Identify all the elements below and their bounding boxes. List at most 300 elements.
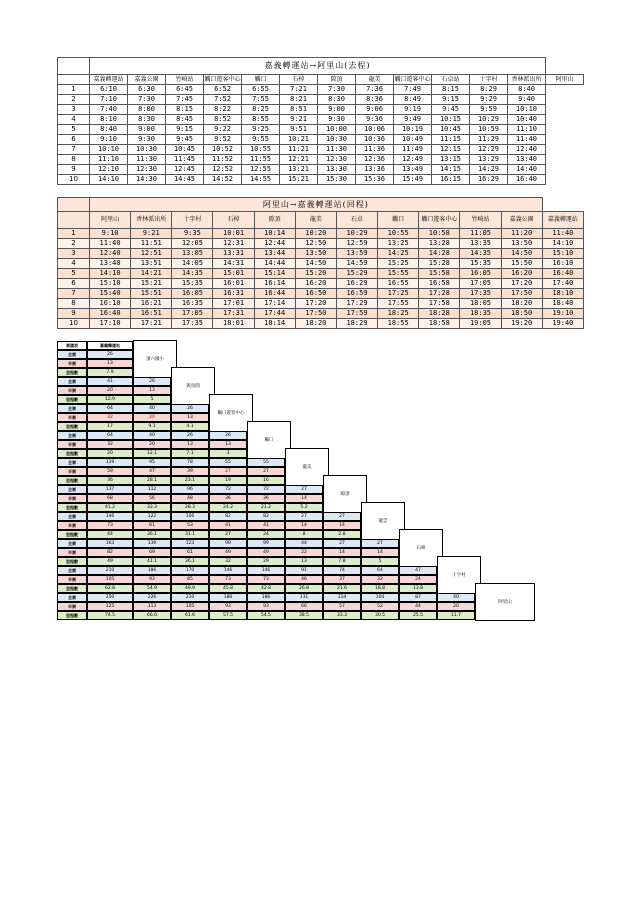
- fare-value: 20: [133, 413, 171, 422]
- fare-value: 78: [171, 458, 209, 467]
- departure-time: 10:00: [318, 125, 356, 135]
- fare-value: 20: [133, 440, 171, 449]
- fare-value: 61.6: [171, 611, 209, 620]
- fare-header-label: 票價表: [57, 341, 87, 350]
- departure-time: 15:49: [394, 175, 432, 185]
- trip-number: 10: [58, 319, 90, 329]
- timetable-row: [58, 309, 584, 319]
- fare-value: 250: [87, 593, 133, 602]
- departure-time: 10:19: [394, 125, 432, 135]
- departure-time: 16:29: [336, 279, 377, 289]
- timetable-row: [58, 95, 584, 105]
- departure-time: 16:10: [542, 259, 583, 269]
- departure-time: 17:01: [213, 299, 254, 309]
- departure-time: 16:20: [295, 279, 336, 289]
- departure-time: 17:14: [254, 299, 295, 309]
- departure-time: 15:36: [356, 175, 394, 185]
- stop-header: 隙頂: [318, 75, 356, 85]
- trip-number: 6: [58, 135, 90, 145]
- fare-value: 27: [323, 539, 361, 548]
- fare-value: 24.2: [209, 503, 247, 512]
- fare-value: 13: [133, 386, 171, 395]
- fare-value: 186: [209, 593, 247, 602]
- fare-value: 26.8: [285, 584, 323, 593]
- departure-time: 16:14: [254, 279, 295, 289]
- departure-time: 18:25: [378, 309, 419, 319]
- timetable-row: [58, 229, 584, 239]
- departure-time: 8:51: [280, 105, 318, 115]
- departure-time: 9:15: [432, 95, 470, 105]
- fare-value: 64: [361, 566, 399, 575]
- fare-value: 14: [361, 548, 399, 557]
- fare-value: 47: [399, 566, 437, 575]
- departure-time: 14:05: [172, 259, 213, 269]
- departure-time: 10:55: [242, 145, 280, 155]
- fare-value: 33.3: [323, 611, 361, 620]
- trip-number: 7: [58, 145, 90, 155]
- timetable-row: [58, 145, 584, 155]
- fare-value: 45.8: [209, 584, 247, 593]
- departure-time: 10:30: [318, 135, 356, 145]
- fare-value: 39: [171, 467, 209, 476]
- departure-time: 16:40: [508, 175, 546, 185]
- departure-time: 10:30: [128, 145, 166, 155]
- departure-time: 12:59: [336, 239, 377, 249]
- fare-value: 85: [171, 575, 209, 584]
- fare-type-label: 里程數: [57, 395, 87, 404]
- stop-header: 嘉義轉運站: [90, 75, 128, 85]
- departure-time: 12:40: [508, 145, 546, 155]
- timetable-row: [58, 239, 584, 249]
- fare-value: 163: [87, 539, 133, 548]
- fare-value: 8: [285, 530, 323, 539]
- fare-value: 73: [247, 575, 285, 584]
- timetable-row: [58, 299, 584, 309]
- timetable-row: [58, 259, 584, 269]
- departure-time: 7:55: [242, 95, 280, 105]
- departure-time: 9:00: [128, 125, 166, 135]
- stop-header: 嘉義公園: [501, 212, 542, 229]
- departure-time: 15:10: [90, 279, 131, 289]
- departure-time: 15:29: [336, 269, 377, 279]
- departure-time: 12:05: [172, 239, 213, 249]
- departure-time: 9:00: [318, 105, 356, 115]
- departure-time: 9:06: [356, 105, 394, 115]
- departure-time: 14:10: [90, 269, 131, 279]
- departure-time: 10:55: [378, 229, 419, 239]
- fare-value: 55: [209, 458, 247, 467]
- fare-value: 30.5: [361, 611, 399, 620]
- fare-value: 12.9: [87, 395, 133, 404]
- trip-number: 8: [58, 155, 90, 165]
- fare-value: 137: [87, 485, 133, 494]
- departure-time: 12:15: [432, 145, 470, 155]
- departure-time: 10:52: [204, 145, 242, 155]
- stop-header: 石棹: [213, 212, 254, 229]
- departure-time: 17:20: [295, 299, 336, 309]
- departure-time: 11:40: [508, 135, 546, 145]
- fare-type-label: 全票: [57, 377, 87, 386]
- departure-time: 8:45: [166, 115, 204, 125]
- fare-value: 36: [247, 494, 285, 503]
- fare-value: 119: [87, 458, 133, 467]
- departure-time: 17:59: [336, 309, 377, 319]
- departure-time: 8:15: [432, 85, 470, 95]
- departure-time: 6:52: [204, 85, 242, 95]
- departure-time: 15:01: [213, 269, 254, 279]
- fare-station-label: 阿里山: [475, 583, 535, 621]
- fare-value: 105: [171, 602, 209, 611]
- timetable-row: [58, 279, 584, 289]
- fare-value: 52: [361, 602, 399, 611]
- trip-number: 3: [58, 105, 90, 115]
- fare-value: 14: [285, 521, 323, 530]
- departure-time: 17:50: [501, 289, 542, 299]
- departure-time: 13:21: [280, 165, 318, 175]
- departure-time: 11:36: [356, 145, 394, 155]
- fare-value: 186: [247, 593, 285, 602]
- fare-value: 122: [133, 512, 171, 521]
- timetable-row: [58, 85, 584, 95]
- departure-time: 12:45: [166, 165, 204, 175]
- departure-time: 14:10: [542, 239, 583, 249]
- fare-value: 170: [171, 566, 209, 575]
- departure-time: 13:40: [90, 259, 131, 269]
- fare-value: 40: [133, 431, 171, 440]
- departure-time: 14:50: [295, 259, 336, 269]
- fare-station-label: 觸口遊客中心: [209, 394, 253, 432]
- departure-time: 11:55: [242, 155, 280, 165]
- fare-value: 114: [323, 593, 361, 602]
- fare-value: 66: [285, 602, 323, 611]
- fare-value: 36.1: [133, 530, 171, 539]
- departure-time: 7:40: [90, 105, 128, 115]
- stop-header: 觸口: [378, 212, 419, 229]
- departure-time: 11:10: [90, 155, 128, 165]
- departure-time: 11:05: [460, 229, 501, 239]
- fare-value: 2.8: [323, 530, 361, 539]
- departure-time: 18:10: [542, 289, 583, 299]
- trip-number: 10: [58, 175, 90, 185]
- departure-time: 17:25: [378, 289, 419, 299]
- outbound-header-row: [58, 75, 584, 85]
- fare-type-label: 半票: [57, 521, 87, 530]
- fare-value: 73: [209, 575, 247, 584]
- fare-value: 99: [209, 539, 247, 548]
- stop-header: 十字村: [470, 75, 508, 85]
- departure-time: 16:31: [213, 289, 254, 299]
- departure-time: 8:29: [470, 85, 508, 95]
- corner-cell: [58, 75, 90, 85]
- departure-time: 19:10: [542, 309, 583, 319]
- departure-time: 9:40: [508, 95, 546, 105]
- fare-value: 146: [209, 566, 247, 575]
- fare-station-label: 隙頂: [323, 475, 367, 513]
- departure-time: 12:30: [128, 165, 166, 175]
- fare-type-label: 半票: [57, 386, 87, 395]
- fare-type-label: 全票: [57, 593, 87, 602]
- departure-time: 18:58: [419, 319, 460, 329]
- stop-header: 嘉義轉運站: [542, 212, 583, 229]
- departure-time: 10:29: [336, 229, 377, 239]
- timetable-row: [58, 269, 584, 279]
- fare-value: 26: [87, 350, 133, 359]
- departure-time: 15:51: [131, 289, 172, 299]
- fare-value: 24: [247, 530, 285, 539]
- departure-time: 9:30: [128, 135, 166, 145]
- departure-time: 13:50: [501, 239, 542, 249]
- trip-number: 5: [58, 269, 90, 279]
- departure-time: 11:30: [318, 145, 356, 155]
- fare-value: 20: [437, 602, 475, 611]
- departure-time: 7:52: [204, 95, 242, 105]
- departure-time: 15:20: [295, 269, 336, 279]
- departure-time: 9:59: [470, 105, 508, 115]
- departure-time: 13:35: [460, 239, 501, 249]
- trip-number: 6: [58, 279, 90, 289]
- fare-value: 7.8: [323, 557, 361, 566]
- departure-time: 17:35: [460, 289, 501, 299]
- timetable-row: [58, 135, 584, 145]
- fare-value: 210: [87, 566, 133, 575]
- departure-time: 14:55: [242, 175, 280, 185]
- fare-value: 112: [133, 485, 171, 494]
- departure-time: 10:15: [432, 115, 470, 125]
- fare-value: 27: [247, 467, 285, 476]
- departure-time: 13:31: [213, 249, 254, 259]
- departure-time: 12:29: [470, 145, 508, 155]
- fare-value: 53: [171, 521, 209, 530]
- fare-station-label: 石棹: [399, 529, 443, 567]
- stop-header: 觸口: [242, 75, 280, 85]
- stop-header: 觸口遊客中心: [204, 75, 241, 83]
- departure-time: 14:28: [419, 249, 460, 259]
- stop-header: 石卓站: [432, 75, 470, 85]
- departure-time: 10:10: [90, 145, 128, 155]
- departure-time: 10:45: [432, 125, 470, 135]
- fare-value: 27: [361, 539, 399, 548]
- departure-time: 10:49: [394, 135, 432, 145]
- fare-value: 105: [87, 575, 133, 584]
- departure-time: 8:21: [280, 95, 318, 105]
- departure-time: 15:10: [542, 249, 583, 259]
- fare-value: 47: [133, 467, 171, 476]
- departure-time: 8:36: [356, 95, 394, 105]
- trip-number: 1: [58, 229, 90, 239]
- stop-header: 隙頂: [254, 212, 295, 229]
- fare-value: 13: [209, 440, 247, 449]
- fare-value: 54.9: [133, 584, 171, 593]
- departure-time: 18:01: [213, 319, 254, 329]
- departure-time: 13:29: [470, 155, 508, 165]
- departure-time: 14:45: [166, 175, 204, 185]
- timetable-row: [58, 165, 584, 175]
- fare-type-label: 全票: [57, 350, 87, 359]
- departure-time: 7:36: [356, 85, 394, 95]
- fare-type-label: 半票: [57, 467, 87, 476]
- departure-time: 16:29: [470, 175, 508, 185]
- departure-time: 10:36: [356, 135, 394, 145]
- trip-number: 2: [58, 95, 90, 105]
- departure-time: 15:55: [378, 269, 419, 279]
- stop-header: 香林派出所: [131, 212, 172, 229]
- departure-time: 11:40: [542, 229, 583, 239]
- departure-time: 14:29: [470, 165, 508, 175]
- departure-time: 15:21: [131, 279, 172, 289]
- departure-time: 16:40: [90, 309, 131, 319]
- fare-station-label: 龍雲: [361, 502, 405, 540]
- departure-time: 8:52: [204, 115, 242, 125]
- fare-value: 26: [209, 431, 247, 440]
- stop-header: 竹崎站: [166, 75, 204, 85]
- departure-time: 15:40: [90, 289, 131, 299]
- departure-time: 17:40: [542, 279, 583, 289]
- departure-time: 9:35: [172, 229, 213, 239]
- departure-time: 10:59: [470, 125, 508, 135]
- fare-value: 26: [133, 377, 171, 386]
- departure-time: 15:21: [280, 175, 318, 185]
- departure-time: 14:44: [254, 259, 295, 269]
- stop-header: 觸口遊客中心: [419, 212, 460, 229]
- fare-value: 95: [133, 458, 171, 467]
- fare-value: 14: [323, 521, 361, 530]
- fare-type-label: 全票: [57, 512, 87, 521]
- departure-time: 6:10: [90, 85, 128, 95]
- fare-value: 82: [247, 512, 285, 521]
- fare-value: 68: [87, 494, 133, 503]
- fare-value: 32: [209, 557, 247, 566]
- timetable-row: [58, 249, 584, 259]
- fare-value: 13: [171, 440, 209, 449]
- departure-time: 8:22: [204, 105, 242, 115]
- departure-time: 10:40: [508, 115, 546, 125]
- fare-value: 104: [361, 593, 399, 602]
- fare-type-label: 半票: [57, 602, 87, 611]
- stop-header: 觸口遊客中心: [394, 75, 431, 83]
- fare-type-label: 里程數: [57, 368, 87, 377]
- departure-time: 9:15: [166, 125, 204, 135]
- trip-number: 5: [58, 125, 90, 135]
- fare-value: 27: [285, 512, 323, 521]
- fare-value: 41: [247, 521, 285, 530]
- fare-value: 14: [323, 548, 361, 557]
- fare-value: 56: [133, 494, 171, 503]
- fare-value: 210: [171, 593, 209, 602]
- departure-time: 10:10: [508, 105, 546, 115]
- departure-time: 15:28: [419, 259, 460, 269]
- fare-value: 123: [171, 539, 209, 548]
- departure-time: 9:51: [280, 125, 318, 135]
- fare-value: 93: [133, 575, 171, 584]
- outbound-title: 嘉義轉運站→阿里山(去程): [90, 58, 546, 75]
- fare-value: 23.1: [171, 476, 209, 485]
- departure-time: 17:28: [419, 289, 460, 299]
- departure-time: 14:35: [172, 269, 213, 279]
- fare-value: 40: [437, 593, 475, 602]
- departure-time: 16:20: [501, 269, 542, 279]
- departure-time: 18:50: [501, 309, 542, 319]
- departure-time: 16:51: [131, 309, 172, 319]
- departure-time: 8:15: [166, 105, 204, 115]
- departure-time: 13:59: [336, 249, 377, 259]
- fare-value: 139: [133, 539, 171, 548]
- departure-time: 12:50: [295, 239, 336, 249]
- departure-time: 9:21: [131, 229, 172, 239]
- departure-time: 18:40: [542, 299, 583, 309]
- departure-time: 9:49: [394, 115, 432, 125]
- fare-value: 26: [171, 404, 209, 413]
- fare-value: 33.3: [133, 503, 171, 512]
- fare-station-label: 頂六國小: [133, 340, 177, 378]
- departure-time: 10:29: [470, 115, 508, 125]
- fare-value: 91: [285, 566, 323, 575]
- fare-value: 82: [209, 512, 247, 521]
- fare-value: 21.2: [247, 503, 285, 512]
- departure-time: 18:28: [419, 309, 460, 319]
- departure-time: 18:55: [378, 319, 419, 329]
- fare-value: 41.2: [87, 503, 133, 512]
- departure-time: 12:21: [280, 155, 318, 165]
- departure-time: 18:05: [460, 299, 501, 309]
- trip-number: 4: [58, 115, 90, 125]
- departure-time: 11:21: [280, 145, 318, 155]
- departure-time: 19:20: [501, 319, 542, 329]
- fare-type-label: 里程數: [57, 530, 87, 539]
- departure-time: 17:35: [172, 319, 213, 329]
- departure-time: 8:10: [90, 115, 128, 125]
- departure-time: 17:05: [460, 279, 501, 289]
- departure-time: 11:20: [501, 229, 542, 239]
- fare-value: 27: [285, 485, 323, 494]
- departure-time: 13:05: [172, 249, 213, 259]
- departure-time: 13:15: [432, 155, 470, 165]
- fare-value: 93: [209, 602, 247, 611]
- departure-time: 15:35: [460, 259, 501, 269]
- fare-value: 72: [209, 485, 247, 494]
- departure-time: 8:40: [90, 125, 128, 135]
- departure-time: 17:29: [336, 299, 377, 309]
- timetable-row: [58, 175, 584, 185]
- outbound-timetable: [57, 57, 584, 185]
- departure-time: 14:59: [336, 259, 377, 269]
- stop-header: 石棹: [280, 75, 318, 85]
- departure-time: 16:05: [172, 289, 213, 299]
- fare-value: 13: [285, 557, 323, 566]
- corner-cell: [58, 198, 90, 212]
- departure-time: 19:05: [460, 319, 501, 329]
- fare-value: 87: [399, 593, 437, 602]
- fare-value: 49: [87, 557, 133, 566]
- stop-header: 竹崎站: [460, 212, 501, 229]
- departure-time: 8:55: [242, 115, 280, 125]
- departure-time: 15:25: [378, 259, 419, 269]
- fare-type-label: 半票: [57, 494, 87, 503]
- fare-value: 19: [209, 476, 247, 485]
- departure-time: 9:52: [204, 135, 242, 145]
- fare-value: 186: [133, 566, 171, 575]
- departure-time: 9:22: [204, 125, 242, 135]
- fare-type-label: 全票: [57, 431, 87, 440]
- departure-time: 16:44: [254, 289, 295, 299]
- departure-time: 15:14: [254, 269, 295, 279]
- departure-time: 11:51: [131, 239, 172, 249]
- fare-value: 113: [133, 602, 171, 611]
- fare-value: 24: [399, 575, 437, 584]
- fare-value: 16: [247, 476, 285, 485]
- fare-station-label: 十字村: [437, 556, 481, 594]
- stop-header: 香林派出所: [508, 75, 546, 85]
- fare-value: 28.1: [133, 476, 171, 485]
